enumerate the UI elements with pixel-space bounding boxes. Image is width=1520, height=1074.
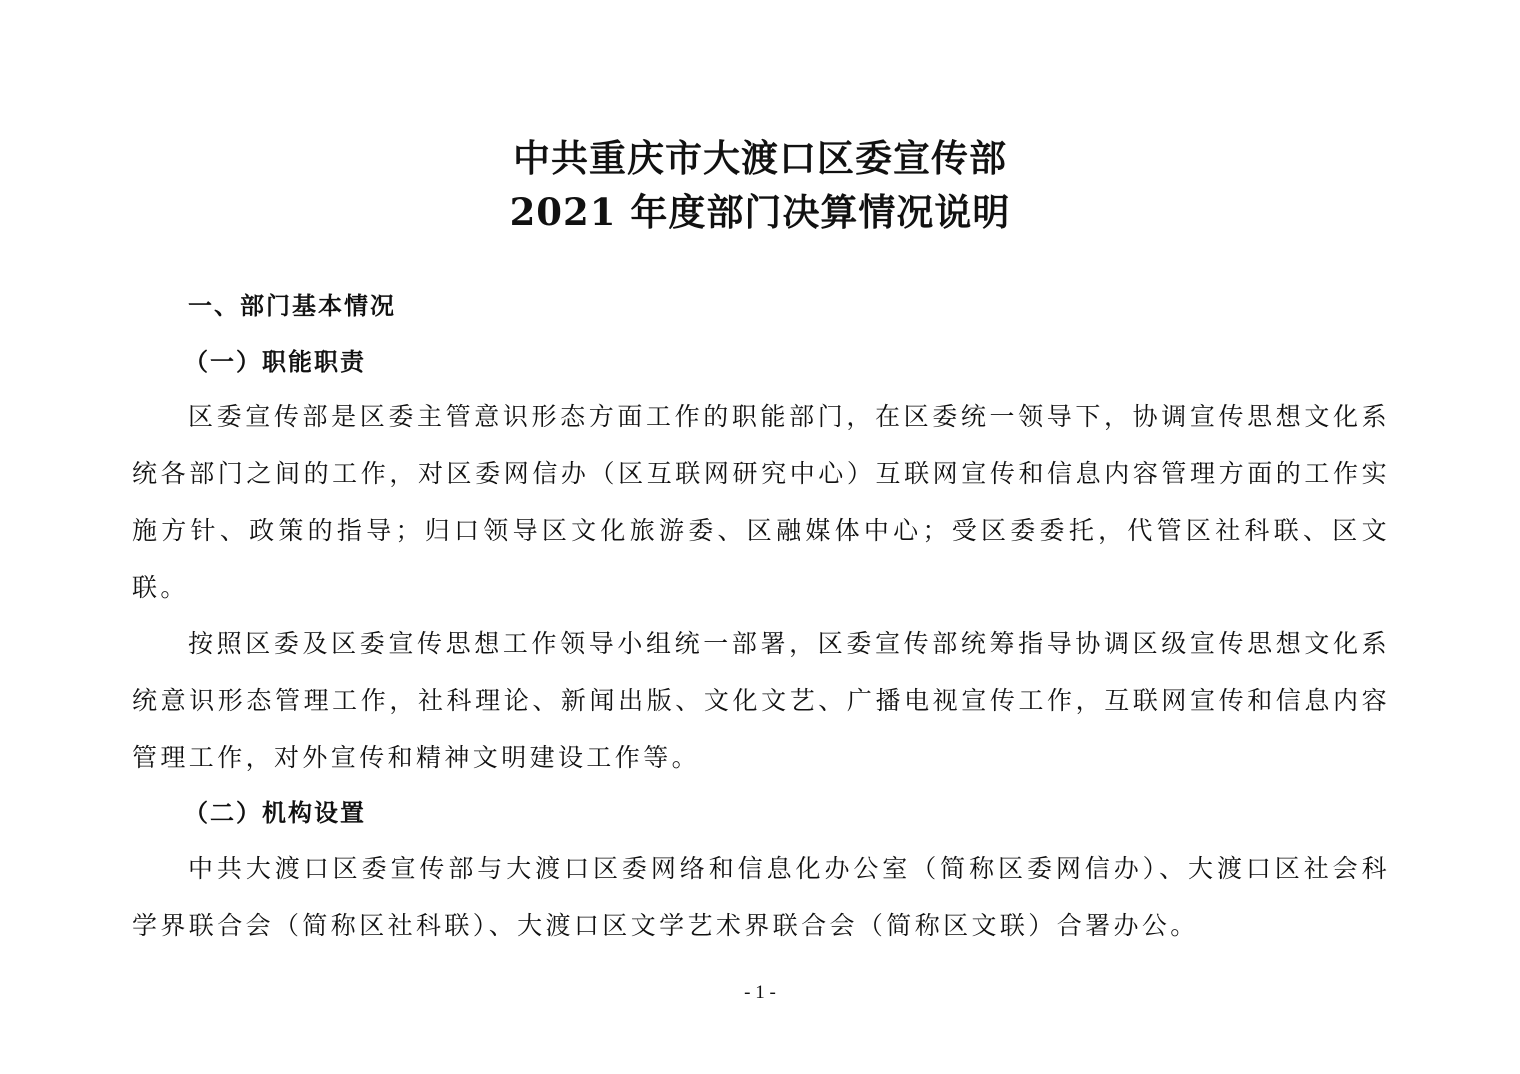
subsection-heading-organization: （二）机构设置 [184, 798, 366, 827]
subsection-heading-functions: （一）职能职责 [184, 347, 366, 376]
document-title: 中共重庆市大渡口区委宣传部 [513, 136, 1007, 180]
paragraph-functions-1: 区委宣传部是区委主管意识形态方面工作的职能部门，在区委统一领导下，协调宣传思想文化系统各部门之间的工作，对区委网信办（区互联网研究中心）互联网宣传和信息内容管理方面的工作实施方针、政策的指导；归口领导区文化旅游委、区融媒体中心；受区委委托，代管区社科联、区文联。 [132, 402, 1390, 602]
paragraph-organization: 中共大渡口区委宣传部与大渡口区委网络和信息化办公室（简称区委网信办）、大渡口区社会科学界联合会（简称区社科联）、大渡口区文学艺术界联合会（简称区文联）合署办公。 [132, 854, 1390, 940]
section-heading-basic-info: 一、部门基本情况 [188, 291, 396, 320]
document-subtitle: 2021 年度部门决算情况说明 [509, 190, 1011, 234]
paragraph-functions-2: 按照区委及区委宣传思想工作领导小组统一部署，区委宣传部统筹指导协调区级宣传思想文化系统意识形态管理工作，社科理论、新闻出版、文化文艺、广播电视宣传工作，互联网宣传和信息内容管理工作，对外宣传和精神文明建设工作等。 [132, 629, 1390, 772]
page-number: - 1 - [744, 982, 776, 1003]
